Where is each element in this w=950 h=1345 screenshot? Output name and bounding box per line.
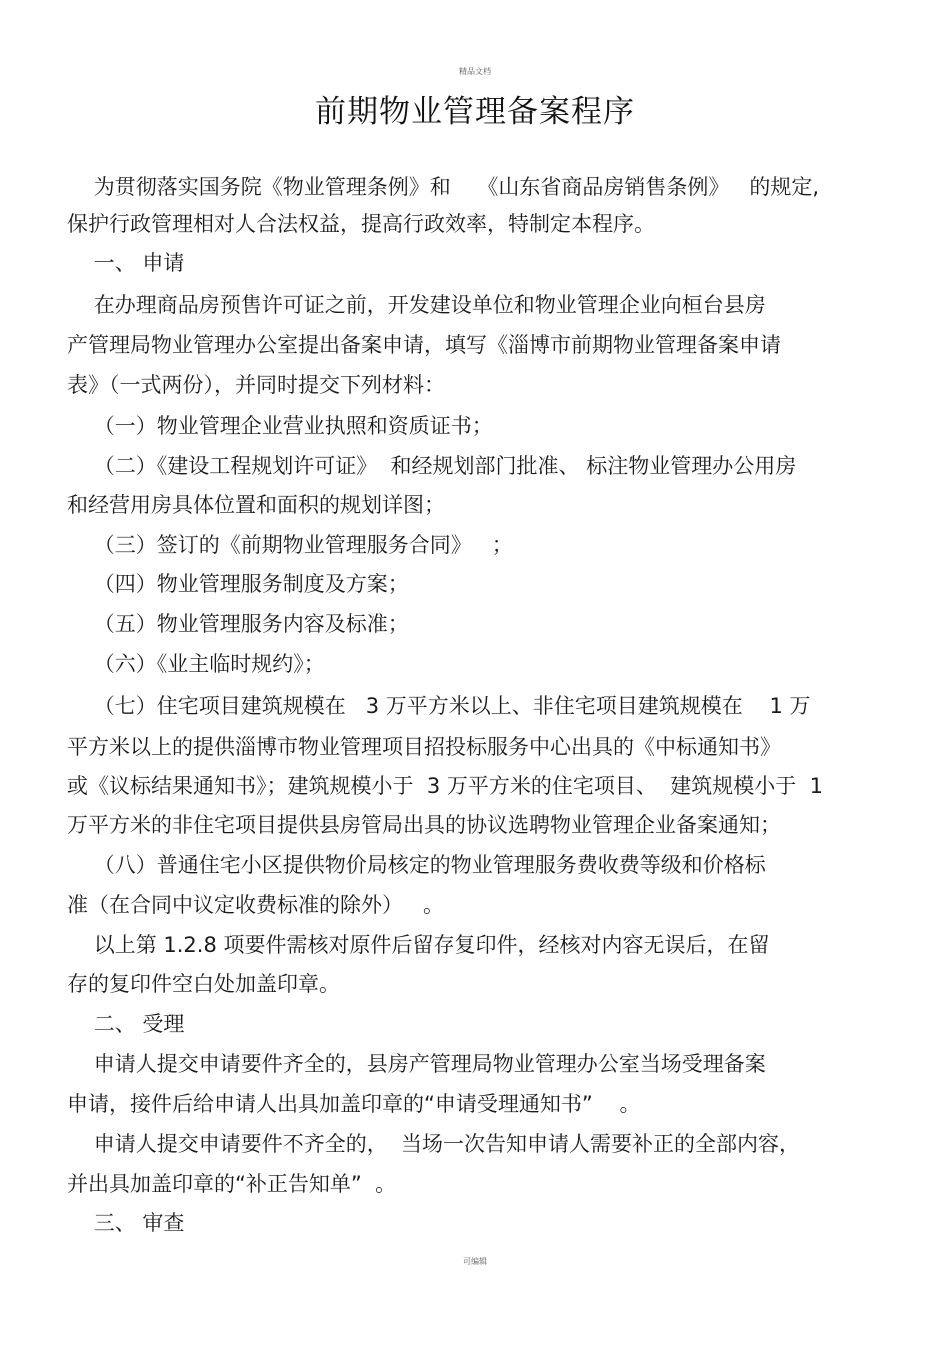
body-line: 保护行政管理相对人合法权益，提高行政效率，特制定本程序。 <box>67 212 655 236</box>
body-line: 二、 受理 <box>67 1012 185 1036</box>
document-title: 前期物业管理备案程序 <box>315 94 635 130</box>
body-line: 申请，接件后给申请人出具加盖印章的“申请受理通知书” 。 <box>67 1092 641 1116</box>
body-line: 万平方米的非住宅项目提供县房管局出具的协议选聘物业管理企业备案通知； <box>67 813 781 837</box>
body-line: （七）住宅项目建筑规模在 3 万平方米以上、非住宅项目建筑规模在 1 万 <box>67 694 811 718</box>
body-line: 以上第 1.2.8 项要件需核对原件后留存复印件，经核对内容无误后，在留 <box>67 933 770 957</box>
header-watermark: 精品文档 <box>459 67 491 76</box>
body-line: 准（在合同中议定收费标准的除外） 。 <box>67 893 445 917</box>
body-line: 存的复印件空白处加盖印章。 <box>67 972 340 996</box>
footer-watermark: 可编辑 <box>463 1257 487 1266</box>
body-line: 并出具加盖印章的“补正告知单” 。 <box>67 1172 397 1196</box>
body-line: （五）物业管理服务内容及标准； <box>67 612 409 636</box>
body-line: 和经营用房具体位置和面积的规划详图； <box>67 493 445 517</box>
body-line: 平方米以上的提供淄博市物业管理项目招投标服务中心出具的《中标通知书》 <box>67 735 781 759</box>
body-line: （一）物业管理企业营业执照和资质证书； <box>67 414 493 438</box>
body-line: （三）签订的《前期物业管理服务合同》 ； <box>67 533 513 557</box>
body-line: 表》（一式两份），并同时提交下列材料： <box>67 373 445 397</box>
body-line: 申请人提交申请要件不齐全的， 当场一次告知申请人需要补正的全部内容， <box>67 1132 801 1156</box>
body-line: 一、 申请 <box>67 251 185 275</box>
body-line: （二）《建设工程规划许可证》 和经规划部门批准、 标注物业管理办公用房 <box>67 454 797 478</box>
body-line: 或《议标结果通知书》；建筑规模小于 3 万平方米的住宅项目、 建筑规模小于 1 <box>67 774 823 798</box>
body-line: 三、 审查 <box>67 1211 185 1235</box>
body-line: 在办理商品房预售许可证之前，开发建设单位和物业管理企业向桓台县房 <box>67 293 766 317</box>
body-line: 申请人提交申请要件齐全的，县房产管理局物业管理办公室当场受理备案 <box>67 1052 766 1076</box>
body-line: （八）普通住宅小区提供物价局核定的物业管理服务费收费等级和价格标 <box>67 853 766 877</box>
body-line: 为贯彻落实国务院《物业管理条例》和 《山东省商品房销售条例》 的规定, <box>67 175 820 199</box>
body-line: 产管理局物业管理办公室提出备案申请，填写《淄博市前期物业管理备案申请 <box>67 333 781 357</box>
body-line: （六）《业主临时规约》； <box>67 652 325 676</box>
body-line: （四）物业管理服务制度及方案； <box>67 572 409 596</box>
